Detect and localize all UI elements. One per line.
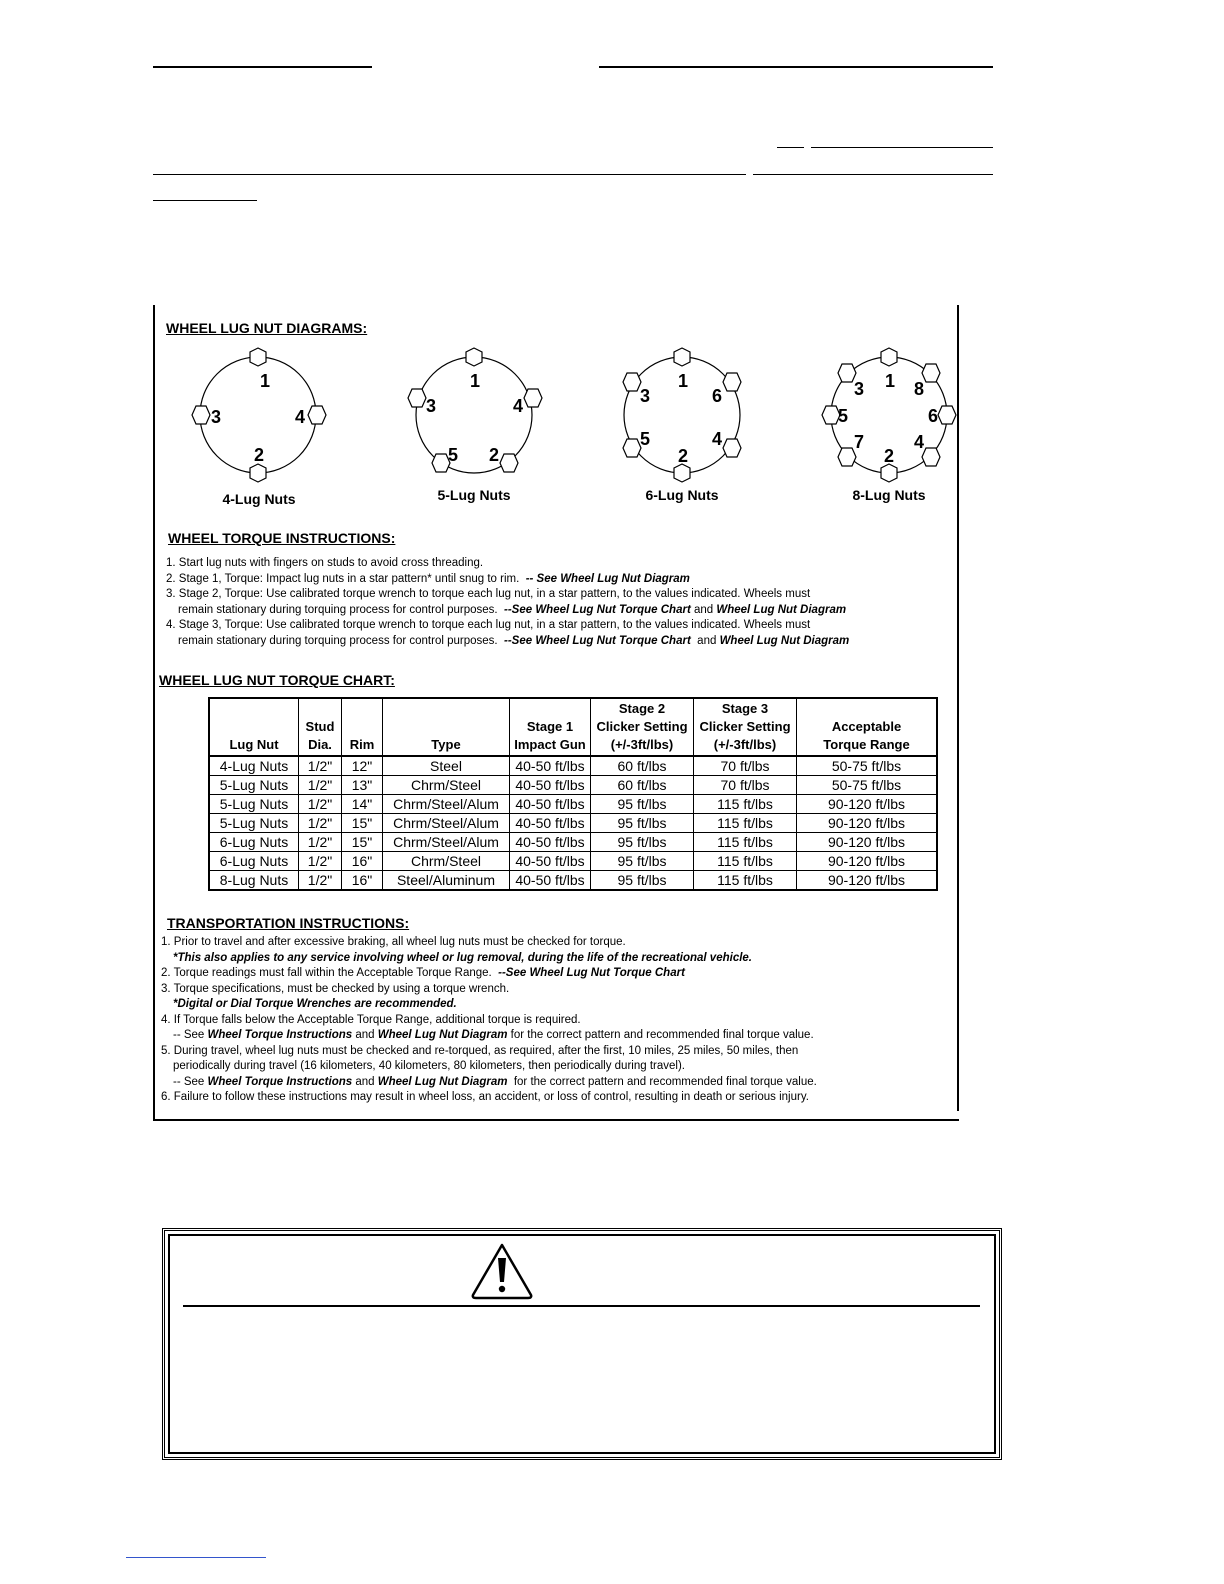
table-row <box>209 756 937 776</box>
ti-line-4: 4. Stage 3, Torque: Use calibrated torque wrench to torque each lug nut, in a star pattern, to the values indicated. Wheels must <box>166 619 811 631</box>
lug5-label-3: 3 <box>426 396 437 416</box>
table-cell: 5-Lug Nuts <box>209 814 299 833</box>
lug8-label-3: 3 <box>854 379 865 399</box>
ti-line-4b: remain stationary during torquing process for control purposes. <box>178 634 498 647</box>
lug8-label-7: 7 <box>854 432 865 452</box>
table-cell: 16" <box>342 852 383 871</box>
lug4-label-3: 3 <box>211 407 222 427</box>
table-cell: 1/2" <box>299 852 342 871</box>
ti-line-4-and: and <box>697 634 717 647</box>
caption-6-lug: 6-Lug Nuts <box>645 487 719 503</box>
table-row <box>209 776 937 795</box>
lug6-label-3: 3 <box>640 386 651 406</box>
ti-line-4-ref: --See Wheel Lug Nut Torque Chart <box>504 634 691 647</box>
tr-line-1b: *This also applies to any service involving wheel or lug removal, during the life of the recreational vehicle. <box>173 951 752 964</box>
table-cell: Chrm/Steel <box>383 776 510 795</box>
transport-list: 1. Prior to travel and after excessive braking, all wheel lug nuts must be checked for torque. *This also applies to any service involving wheel or lug removal, during the life of the recreational vehicle. 2. Torque readings must fall within the Acceptable Torque Range. --See Wheel Lug Nut Torque Chart 3. Torque specifications, must be checked by using a torque wrench. *Digital or Dial Torque Wrenches are recommended. 4. If Torque falls below the Acceptable Torque Range, additional torque is required. -- See Wheel Torque Instructions and Wheel Lug Nut Diagram for the correct pattern and recommended final torque value. 5. During travel, wheel lug nuts must be checked and re-torqued, as required, after the first, 10 miles, 25 miles, 50 miles, then periodically during travel (16 kilometers, 40 kilometers, 80 kilometers, then periodically during travel). -- See Wheel Torque Instructions and Wheel Lug Nut Diagram for the correct pattern and recommended final torque value. 6. Failure to follow these instructions may result in wheel loss, an accident, or loss of control, resulting in death or serious injury. <box>161 935 817 1106</box>
tr-line-5b: periodically during travel (16 kilometers, 40 kilometers, 80 kilometers, then periodically during travel). <box>173 1060 685 1072</box>
lug8-label-5: 5 <box>838 406 849 426</box>
col-type: Type <box>383 698 510 756</box>
rule-short-b <box>811 147 993 148</box>
table-cell: 40-50 ft/lbs <box>510 814 591 833</box>
tr-line-5-ref2: Wheel Lug Nut Diagram <box>377 1075 508 1088</box>
caption-5-lug: 5-Lug Nuts <box>437 487 511 503</box>
table-cell: 90-120 ft/lbs <box>797 871 938 891</box>
lug8-label-8: 8 <box>914 379 925 399</box>
table-cell: Chrm/Steel/Alum <box>383 833 510 852</box>
table-cell: Chrm/Steel <box>383 852 510 871</box>
table-cell: 15" <box>342 814 383 833</box>
lug5-label-2: 2 <box>489 445 500 465</box>
table-cell: 60 ft/lbs <box>591 756 694 776</box>
table-cell: 14" <box>342 795 383 814</box>
caption-8-lug: 8-Lug Nuts <box>852 487 926 503</box>
warning-triangle-icon <box>470 1242 534 1300</box>
lug8-label-4: 4 <box>914 432 925 452</box>
table-cell: 1/2" <box>299 814 342 833</box>
table-cell: 5-Lug Nuts <box>209 795 299 814</box>
table-cell: 1/2" <box>299 871 342 891</box>
caption-4-lug: 4-Lug Nuts <box>222 491 296 507</box>
table-cell: 90-120 ft/lbs <box>797 833 938 852</box>
ti-line-3-and: and <box>693 603 714 616</box>
table-row <box>209 833 937 852</box>
table-cell: 90-120 ft/lbs <box>797 852 938 871</box>
lug5-label-5: 5 <box>448 445 459 465</box>
table-cell: 115 ft/lbs <box>694 833 797 852</box>
lug6-label-2: 2 <box>678 446 689 466</box>
torque-instructions-heading: WHEEL TORQUE INSTRUCTIONS: <box>168 530 396 546</box>
tr-line-4-ref1: Wheel Torque Instructions <box>207 1029 353 1041</box>
transport-heading: TRANSPORTATION INSTRUCTIONS: <box>167 915 410 931</box>
lug8-label-6: 6 <box>928 406 939 426</box>
table-cell: 16" <box>342 871 383 891</box>
table-row <box>209 814 937 833</box>
table-cell: 4-Lug Nuts <box>209 756 299 776</box>
diagram-5-lug <box>400 340 550 490</box>
table-cell: 40-50 ft/lbs <box>510 871 591 891</box>
table-cell: 50-75 ft/lbs <box>797 756 938 776</box>
lug8-label-2: 2 <box>884 446 895 466</box>
table-cell: Steel <box>383 756 510 776</box>
table-cell: 40-50 ft/lbs <box>510 795 591 814</box>
table-cell: 95 ft/lbs <box>591 871 694 891</box>
ti-line-2: 2. Stage 1, Torque: Impact lug nuts in a star pattern* until snug to rim. <box>166 572 520 585</box>
lug6-label-4: 4 <box>712 429 723 449</box>
ti-line-1: 1. Start lug nuts with fingers on studs to avoid cross threading. <box>166 557 484 569</box>
lug4-label-4: 4 <box>295 407 306 427</box>
torque-chart-table <box>208 697 938 891</box>
ti-line-3b: remain stationary during torquing process for control purposes. <box>178 603 498 616</box>
ti-line-4-ref2: Wheel Lug Nut Diagram <box>719 634 850 647</box>
table-cell: 115 ft/lbs <box>694 871 797 891</box>
table-cell: 90-120 ft/lbs <box>797 814 938 833</box>
lug8-label-1: 1 <box>885 371 896 391</box>
top-rule-right <box>599 66 993 68</box>
table-row <box>209 795 937 814</box>
table-cell: 95 ft/lbs <box>591 833 694 852</box>
ti-line-3-ref2: Wheel Lug Nut Diagram <box>716 603 847 616</box>
col-stage-1: Stage 1 Impact Gun <box>510 698 591 756</box>
tr-line-5-ref1: Wheel Torque Instructions <box>207 1075 353 1088</box>
table-header-row <box>209 698 937 756</box>
lug4-label-1: 1 <box>260 371 271 391</box>
table-row <box>209 871 937 891</box>
table-cell: 40-50 ft/lbs <box>510 852 591 871</box>
table-cell: 6-Lug Nuts <box>209 833 299 852</box>
table-cell: 8-Lug Nuts <box>209 871 299 891</box>
table-cell: Chrm/Steel/Alum <box>383 795 510 814</box>
tr-line-1: 1. Prior to travel and after excessive braking, all wheel lug nuts must be checked for torque. <box>161 936 626 948</box>
table-cell: Steel/Aluminum <box>383 871 510 891</box>
tr-line-4: 4. If Torque falls below the Acceptable Torque Range, additional torque is required. <box>161 1013 581 1026</box>
table-cell: 50-75 ft/lbs <box>797 776 938 795</box>
rule-long-b <box>753 174 993 175</box>
warning-divider <box>183 1305 980 1307</box>
table-cell: 95 ft/lbs <box>591 795 694 814</box>
lug6-label-6: 6 <box>712 386 723 406</box>
torque-chart-heading: WHEEL LUG NUT TORQUE CHART: <box>159 672 395 688</box>
table-cell: 13" <box>342 776 383 795</box>
footer-rule <box>126 1557 266 1558</box>
table-cell: 115 ft/lbs <box>694 814 797 833</box>
tr-line-3: 3. Torque specifications, must be checked by using a torque wrench. <box>161 982 510 995</box>
table-cell: Chrm/Steel/Alum <box>383 814 510 833</box>
table-cell: 95 ft/lbs <box>591 814 694 833</box>
rule-short-a <box>777 147 804 148</box>
tr-line-3b: *Digital or Dial Torque Wrenches are recommended. <box>173 998 457 1010</box>
rule-small <box>153 200 257 201</box>
table-cell: 90-120 ft/lbs <box>797 795 938 814</box>
table-cell: 1/2" <box>299 776 342 795</box>
table-cell: 70 ft/lbs <box>694 756 797 776</box>
table-cell: 95 ft/lbs <box>591 852 694 871</box>
table-cell: 70 ft/lbs <box>694 776 797 795</box>
col-stage-2: Stage 2 Clicker Setting (+/-3ft/lbs) <box>591 698 694 756</box>
lug6-label-5: 5 <box>640 429 651 449</box>
lug5-label-4: 4 <box>513 396 524 416</box>
col-rim: Rim <box>342 698 383 756</box>
diagrams-heading: WHEEL LUG NUT DIAGRAMS: <box>166 320 368 336</box>
rule-long-a <box>153 174 746 175</box>
table-cell: 60 ft/lbs <box>591 776 694 795</box>
table-cell: 40-50 ft/lbs <box>510 756 591 776</box>
lug6-label-1: 1 <box>678 371 689 391</box>
diagram-6-lug <box>615 340 755 490</box>
table-cell: 40-50 ft/lbs <box>510 776 591 795</box>
col-stage-3: Stage 3 Clicker Setting (+/-3ft/lbs) <box>694 698 797 756</box>
lug4-label-2: 2 <box>254 445 265 465</box>
ti-line-3-ref: --See Wheel Lug Nut Torque Chart <box>504 603 691 616</box>
diagram-8-lug <box>818 340 958 490</box>
tr-line-2: 2. Torque readings must fall within the Acceptable Torque Range. <box>161 967 492 979</box>
torque-instructions-list <box>166 556 849 649</box>
tr-line-6: 6. Failure to follow these instructions may result in wheel loss, an accident, or loss of control, resulting in death or serious injury. <box>161 1091 809 1103</box>
diagram-4-lug <box>180 340 340 490</box>
table-cell: 115 ft/lbs <box>694 852 797 871</box>
ti-line-2-ref: -- See Wheel Lug Nut Diagram <box>525 572 690 585</box>
tr-line-2-ref: --See Wheel Lug Nut Torque Chart <box>498 967 685 979</box>
col-stud-dia: Stud Dia. <box>299 698 342 756</box>
table-cell: 15" <box>342 833 383 852</box>
col-acceptable-range: Acceptable Torque Range <box>797 698 938 756</box>
table-cell: 12" <box>342 756 383 776</box>
tr-line-4-ref2: Wheel Lug Nut Diagram <box>377 1029 508 1041</box>
ti-line-3: 3. Stage 2, Torque: Use calibrated torque wrench to torque each lug nut, in a star pattern, to the values indicated. Wheels must <box>166 588 811 600</box>
table-cell: 40-50 ft/lbs <box>510 833 591 852</box>
table-cell: 1/2" <box>299 795 342 814</box>
tr-line-5: 5. During travel, wheel lug nuts must be checked and re-torqued, as required, after the first, 10 miles, 25 miles, 50 miles, then <box>161 1044 799 1057</box>
table-cell: 115 ft/lbs <box>694 795 797 814</box>
table-cell: 1/2" <box>299 756 342 776</box>
table-cell: 6-Lug Nuts <box>209 852 299 871</box>
table-cell: 5-Lug Nuts <box>209 776 299 795</box>
col-lug-nut: Lug Nut <box>209 698 299 756</box>
table-row <box>209 852 937 871</box>
warning-box <box>162 1228 1002 1460</box>
table-cell: 1/2" <box>299 833 342 852</box>
top-rule-left <box>153 66 372 68</box>
lug5-label-1: 1 <box>470 371 481 391</box>
